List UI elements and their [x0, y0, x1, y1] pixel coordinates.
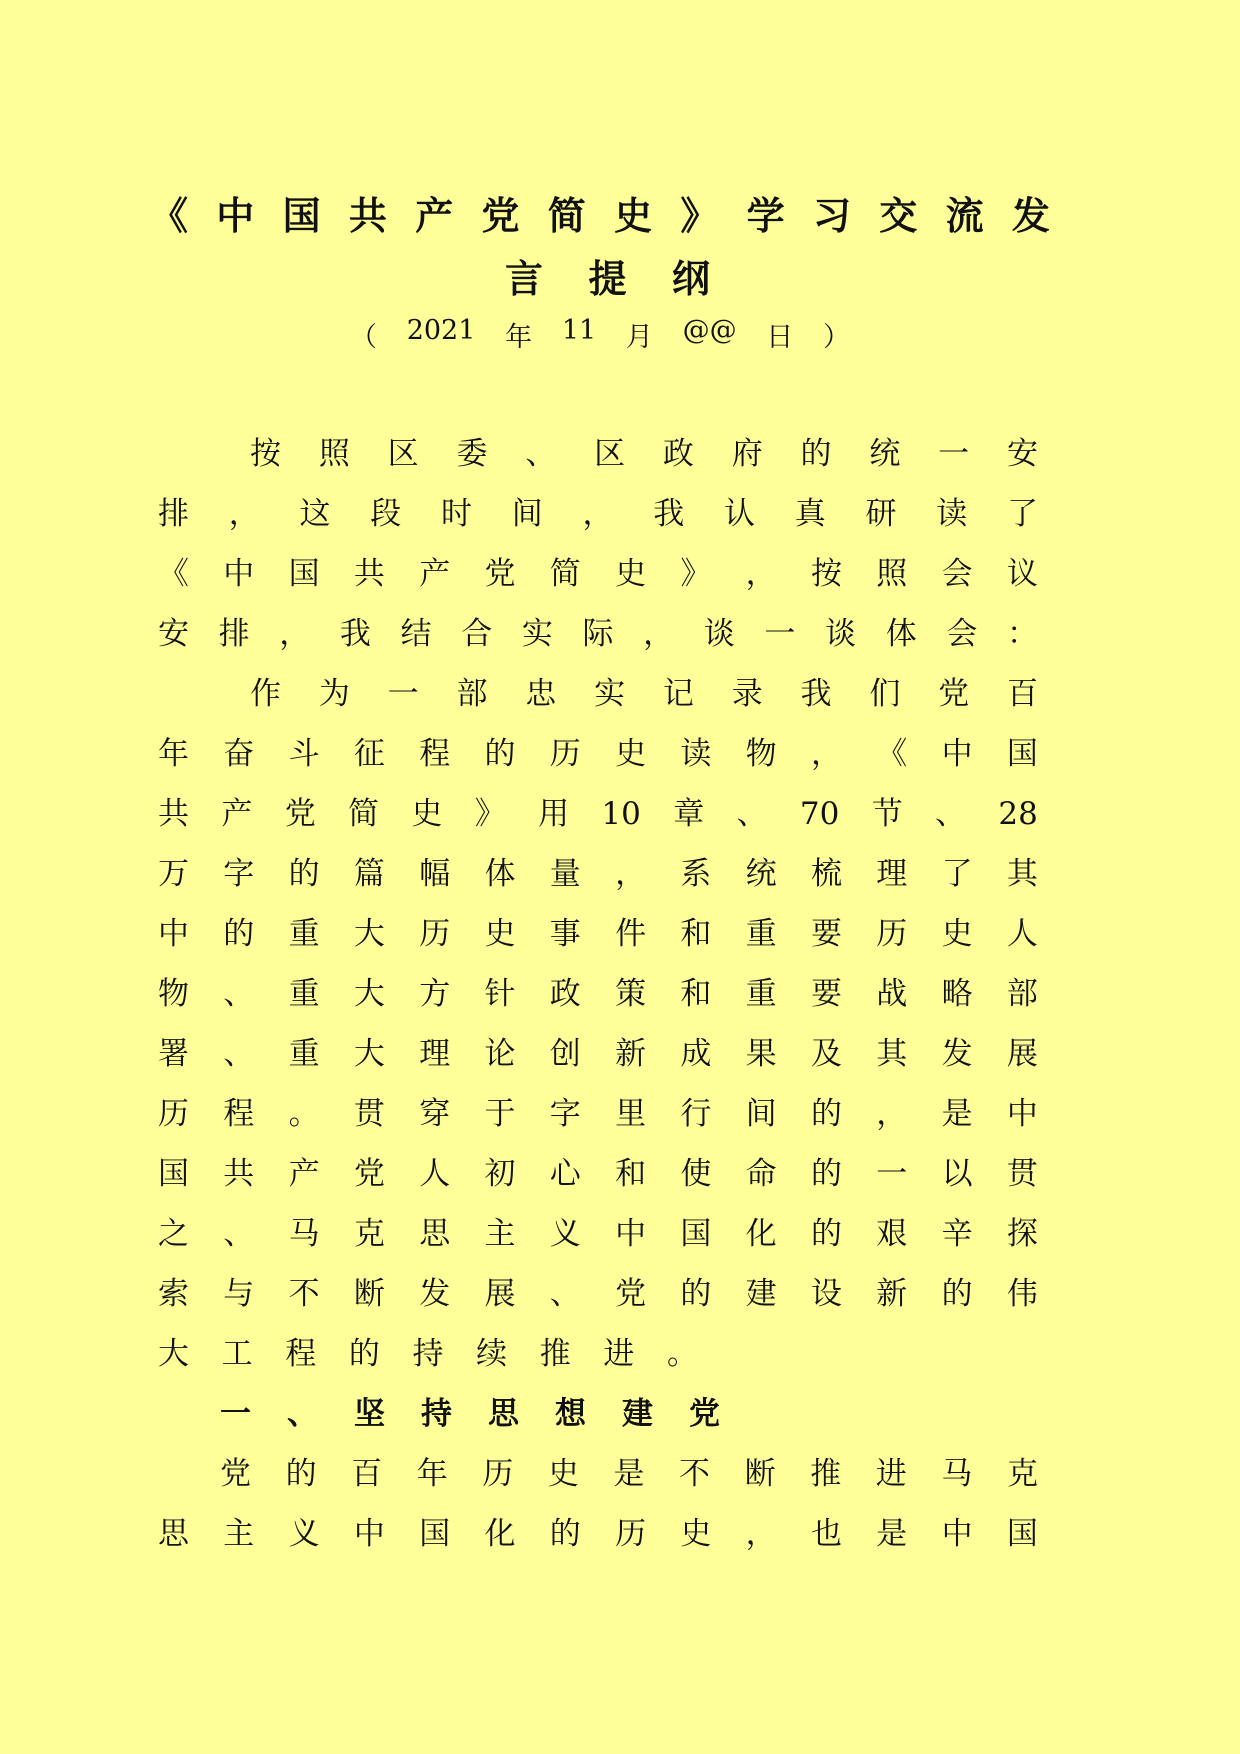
section-heading: 一 、 坚 持 思 想 建 党: [220, 1396, 720, 1432]
paragraph-line: 党 的 百 年 历 史 是 不 断 推 进 马 克: [220, 1456, 1038, 1492]
paragraph-line: 安 排 ， 我 结 合 实 际 ， 谈 一 谈 体 会 ：: [158, 616, 1038, 652]
paragraph-line: 署 、 重 大 理 论 创 新 成 果 及 其 发 展: [158, 1036, 1038, 1072]
paragraph-line: 大 工 程 的 持 续 推 进 。: [158, 1336, 698, 1372]
paragraph-line: 思 主 义 中 国 化 的 历 史 ， 也 是 中 国: [158, 1516, 1038, 1552]
paragraph-line: 索 与 不 断 发 展 、 党 的 建 设 新 的 伟: [158, 1276, 1038, 1312]
paragraph-line: 排 ， 这 段 时 间 ， 我 认 真 研 读 了: [158, 496, 1038, 532]
paragraph-line: 《 中 国 共 产 党 简 史 》 ， 按 照 会 议: [158, 556, 1038, 592]
paragraph-line: 物 、 重 大 方 针 政 策 和 重 要 战 略 部: [158, 976, 1038, 1012]
paragraph-line: 按 照 区 委 、 区 政 府 的 统 一 安: [250, 436, 1038, 472]
document-title-line1: 《 中 国 共 产 党 简 史 》 学 习 交 流 发: [150, 194, 1050, 238]
paragraph-line: 万 字 的 篇 幅 体 量 ， 系 统 梳 理 了 其: [158, 856, 1038, 892]
paragraph-line: 作 为 一 部 忠 实 记 录 我 们 党 百: [250, 676, 1038, 712]
paragraph-line: 历 程 。 贯 穿 于 字 里 行 间 的 ， 是 中: [158, 1096, 1038, 1132]
document-date: （ 2021 年 11 月 @@ 日 ）: [350, 315, 850, 353]
paragraph-line: 共 产 党 简 史 》 用 10 章 、 70 节 、 28: [158, 796, 1038, 832]
paragraph-line: 中 的 重 大 历 史 事 件 和 重 要 历 史 人: [158, 916, 1038, 952]
paragraph-line: 之 、 马 克 思 主 义 中 国 化 的 艰 辛 探: [158, 1216, 1038, 1252]
paragraph-line: 年 奋 斗 征 程 的 历 史 读 物 ， 《 中 国: [158, 736, 1038, 772]
document-title-line2: 言 提 纲: [505, 257, 710, 301]
paragraph-line: 国 共 产 党 人 初 心 和 使 命 的 一 以 贯: [158, 1156, 1038, 1192]
